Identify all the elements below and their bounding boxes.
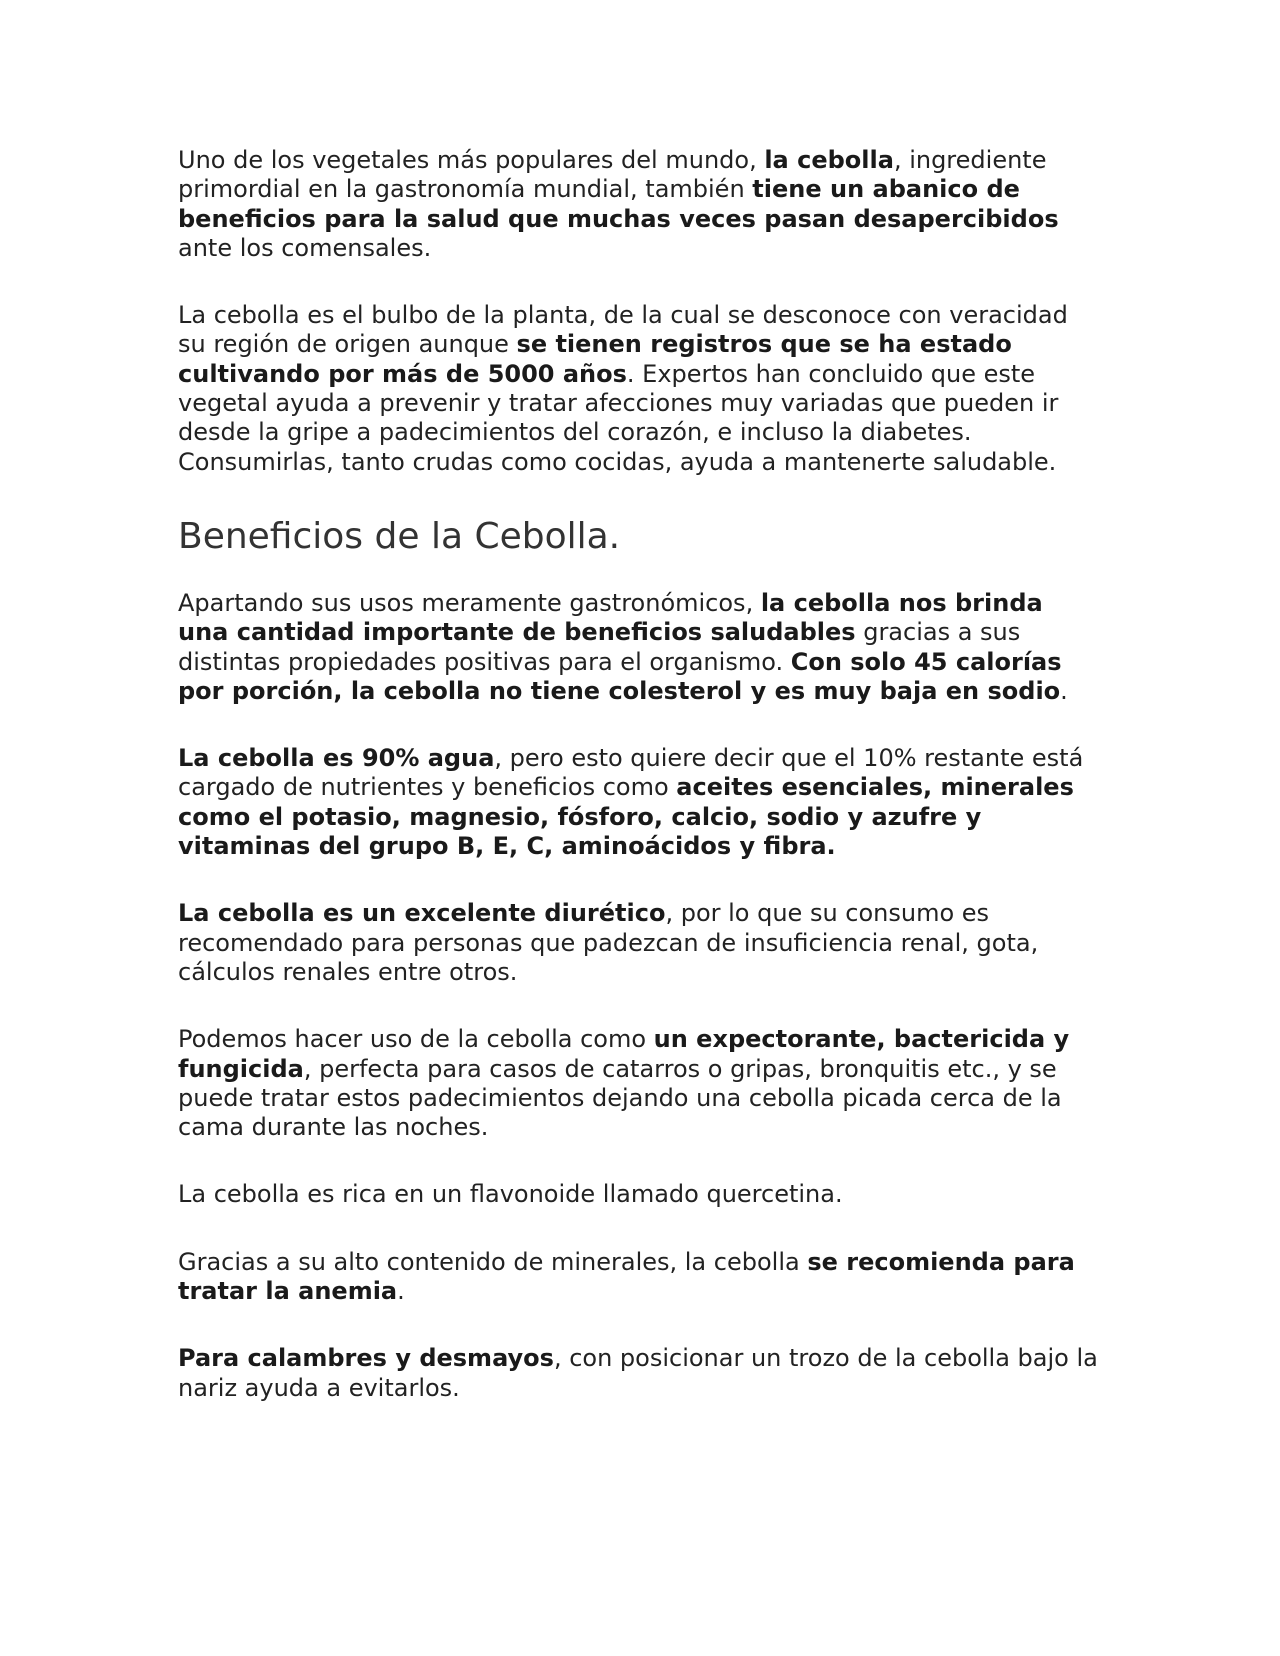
text-run: , por lo que su consumo es recomendado para personas que padezcan de insuficiencia renal, gota, cálculos renales entre otros. bbox=[178, 899, 1039, 986]
paragraph-anemia bbox=[178, 1248, 1098, 1307]
text-run: . bbox=[397, 1277, 405, 1306]
paragraph-benefits-overview bbox=[178, 589, 1098, 706]
text-run: Uno de los vegetales más populares del mundo, bbox=[178, 146, 765, 174]
text-run: , perfecta para casos de catarros o gripas, bronquitis etc., y se puede tratar estos padecimientos dejando una cebolla picada cerca de la cama durante las noches. bbox=[178, 1054, 1062, 1142]
document-page bbox=[178, 146, 1098, 1441]
text-run: La cebolla es rica en un flavonoide llamado quercetina. bbox=[178, 1180, 843, 1209]
section-heading: Beneficios de la Cebolla. bbox=[178, 515, 621, 557]
bold-text-run: se tienen registros que se ha estado cultivando por más de 5000 años bbox=[178, 330, 1012, 388]
paragraph-quercetin bbox=[178, 1180, 1098, 1209]
bold-text-run: Para calambres y desmayos bbox=[178, 1344, 554, 1373]
bold-text-run: aceites esenciales, minerales como el potasio, magnesio, fósforo, calcio, sodio y azufre y vitaminas del grupo B, E, C, aminoácidos y fibra. bbox=[178, 773, 1074, 861]
paragraph-origin bbox=[178, 301, 1098, 477]
text-run: , con posicionar un trozo de la cebolla bajo la nariz ayuda a evitarlos. bbox=[178, 1344, 1098, 1402]
bold-text-run: un expectorante, bactericida y fungicida bbox=[178, 1025, 1070, 1083]
bold-text-run: tiene un abanico de beneficios para la salud que muchas veces pasan desapercibidos bbox=[178, 175, 1059, 233]
bold-text-run: la cebolla nos brinda una cantidad importante de beneficios saludables bbox=[178, 588, 1043, 647]
paragraph-cramps bbox=[178, 1344, 1098, 1403]
bold-text-run: La cebolla es 90% agua bbox=[178, 744, 495, 773]
text-run: . Expertos han concluido que este vegetal ayuda a prevenir y tratar afecciones muy variadas que pueden ir desde la gripe a padecimientos del corazón, e incluso la diabetes. Consumirlas, tanto crudas como cocidas, ayuda a mantenerte saludable. bbox=[178, 359, 1059, 476]
text-run: , pero esto quiere decir que el 10% restante está cargado de nutrientes y beneficios como bbox=[178, 744, 1084, 802]
paragraph-diuretic bbox=[178, 899, 1098, 987]
text-run: Podemos hacer uso de la cebolla como bbox=[178, 1025, 654, 1054]
text-run: . bbox=[1060, 676, 1068, 705]
bold-text-run: La cebolla es un excelente diurético bbox=[178, 899, 666, 928]
text-run: gracias a sus distintas propiedades positivas para el organismo. bbox=[178, 618, 1021, 676]
text-run: , ingrediente primordial en la gastronomía mundial, también bbox=[178, 146, 1047, 204]
bold-text-run: la cebolla bbox=[764, 146, 894, 174]
text-run: Gracias a su alto contenido de minerales, la cebolla bbox=[178, 1247, 808, 1276]
text-run: La cebolla es el bulbo de la planta, de la cual se desconoce con veracidad su región de origen aunque bbox=[178, 301, 1068, 359]
bold-text-run: se recomienda para tratar la anemia bbox=[178, 1247, 1075, 1306]
paragraph-intro bbox=[178, 146, 1098, 263]
text-run: Apartando sus usos meramente gastronómicos, bbox=[178, 588, 761, 617]
bold-text-run: Con solo 45 calorías por porción, la cebolla no tiene colesterol y es muy baja en sodio bbox=[178, 647, 1062, 705]
paragraph-expectorant bbox=[178, 1025, 1098, 1142]
text-run: ante los comensales. bbox=[178, 233, 432, 262]
paragraph-water-nutrients bbox=[178, 744, 1098, 861]
